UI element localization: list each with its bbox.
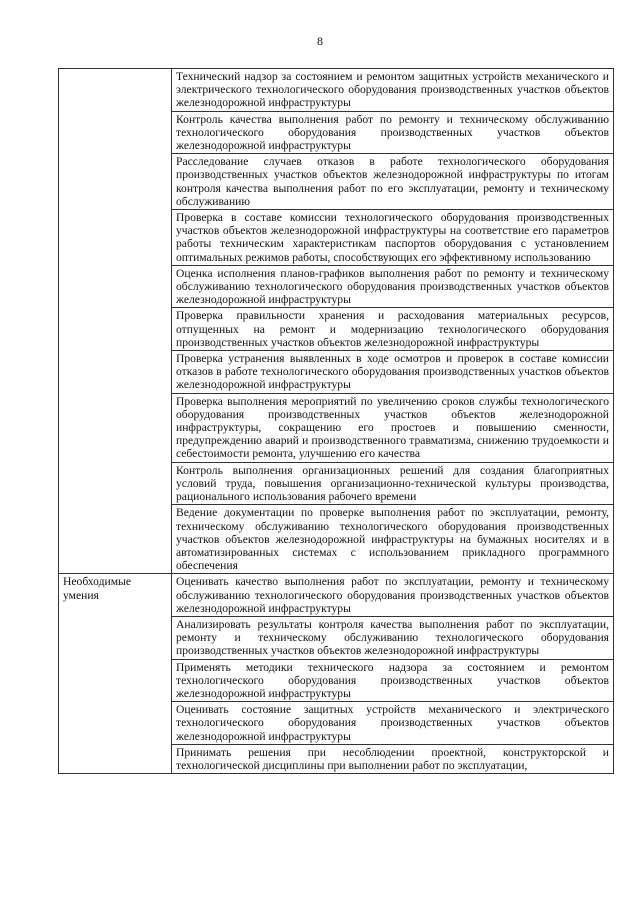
table-cell-text: Оценивать состояние защитных устройств механического и электрического технологического оборудования производственных участков объектов железнодорожной инфраструктуры — [172, 702, 614, 745]
table-cell-text: Контроль качества выполнения работ по ремонту и техническому обслуживанию технологического оборудования производственных участков объектов железнодорожной инфраструктуры — [172, 111, 614, 154]
table-cell-text: Оценка исполнения планов-графиков выполнения работ по ремонту и техническому обслуживанию технологического оборудования производственных участков объектов железнодорожной инфраструктуры — [172, 265, 614, 308]
qualification-table — [58, 68, 614, 774]
table-row — [59, 574, 614, 617]
table-row — [59, 69, 614, 112]
table-cell-text: Проверка правильности хранения и расходования материальных ресурсов, отпущенных на ремонт и модернизацию технологического оборудования производственных участков объектов железнодорожной инфраструктуры — [172, 308, 614, 351]
section-label: Необходимые умения — [59, 574, 172, 774]
table-cell-text: Проверка устранения выявленных в ходе осмотров и проверок в составе комиссии отказов в работе технологического оборудования производственных участков объектов железнодорожной инфраструктуры — [172, 351, 614, 394]
section-label — [59, 69, 172, 574]
table-cell-text: Технический надзор за состоянием и ремонтом защитных устройств механического и электрического технологического оборудования производственных участков объектов железнодорожной инфраструктуры — [172, 69, 614, 112]
table-cell-text: Проверка в составе комиссии технологического оборудования производственных участков объектов железнодорожной инфраструктуры на соответствие его параметров работы техническим характеристикам паспортов оборудования с установлением оптимальных режимов работы, способствующих его эффективному использованию — [172, 210, 614, 266]
table-cell-text: Проверка выполнения мероприятий по увеличению сроков службы технологического оборудования производственных участков объектов железнодорожной инфраструктуры, сокращению его простоев и повышению сменности, предупреждению аварий и производственного травматизма, снижению трудоемкости и себестоимости ремонта, улучшению его качества — [172, 393, 614, 462]
table-cell-text: Оценивать качество выполнения работ по эксплуатации, ремонту и техническому обслуживанию технологического оборудования производственных участков объектов железнодорожной инфраструктуры — [172, 574, 614, 617]
table-cell-text: Принимать решения при несоблюдении проектной, конструкторской и технологической дисциплины при выполнении работ по эксплуатации, — [172, 744, 614, 773]
page-number: 8 — [317, 34, 323, 48]
table-cell-text: Анализировать результаты контроля качества выполнения работ по эксплуатации, ремонту и техническому обслуживанию технологического оборудования производственных участков объектов железнодорожной инфраструктуры — [172, 616, 614, 659]
table-cell-text: Расследование случаев отказов в работе технологического оборудования производственных участков объектов железнодорожной инфраструктуры по итогам контроля качества выполнения работ по его эксплуатации, ремонту и техническому обслуживанию — [172, 154, 614, 210]
table-cell-text: Контроль выполнения организационных решений для создания благоприятных условий труда, повышения организационно-технической культуры производства, рационального использования рабочего времени — [172, 462, 614, 505]
table-cell-text: Ведение документации по проверке выполнения работ по эксплуатации, ремонту, техническому обслуживанию технологического оборудования производственных участков объектов железнодорожной инфраструктуры на бумажных носителях и в автоматизированных системах с использованием прикладного программного обеспечения — [172, 505, 614, 574]
table-cell-text: Применять методики технического надзора за состоянием и ремонтом технологического оборудования производственных участков объектов железнодорожной инфраструктуры — [172, 659, 614, 702]
